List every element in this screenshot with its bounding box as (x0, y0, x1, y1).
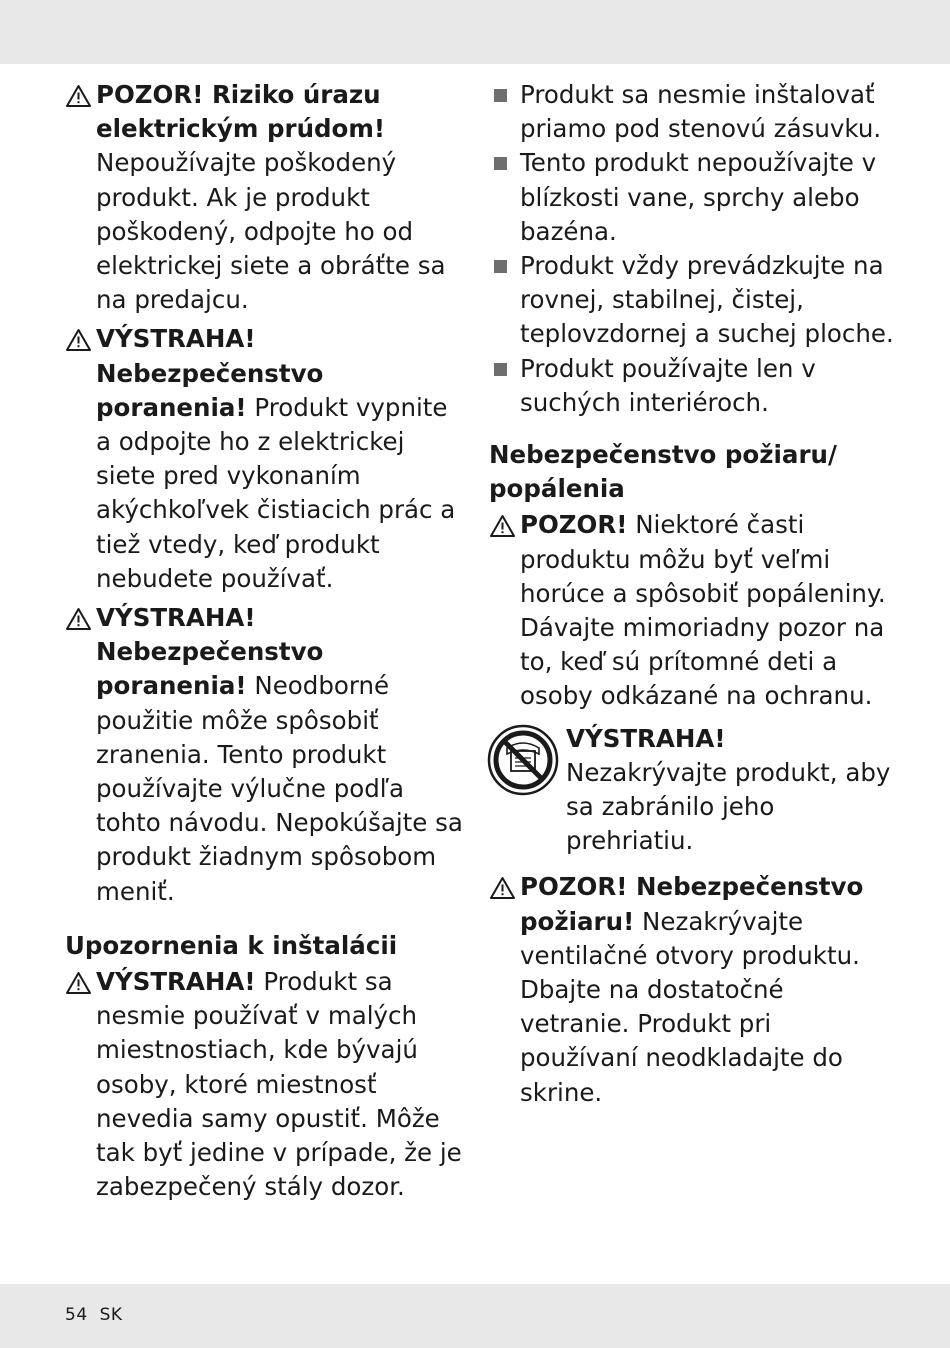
left-column (65, 78, 465, 1210)
page-footer (65, 1305, 135, 1325)
warning-heading: VÝSTRAHA! (566, 723, 726, 753)
warning-text: Produkt vypnite a odpojte ho z elektrickej siete pred vykonaním akýchkoľvek čistiacich prác a tiež vtedy, keď produkt nebudete používať. (96, 392, 456, 593)
list-item: Tento produkt nepoužívajte v blízkosti vane, sprchy alebo bazéna. (489, 146, 894, 249)
list-item: Produkt používajte len v suchých interiéroch. (489, 352, 894, 420)
warning-heading: VÝSTRAHA! Nebezpečenstvo poranenia! (96, 324, 324, 422)
warning-text: Produkt sa nesmie používať v malých miestnostiach, kde bývajú osoby, ktoré miestnosť nevedia samy opustiť. Môže tak byť jedine v prípade, že je zabezpečený stály dozor. (96, 967, 462, 1202)
warning-triangle-icon (65, 84, 92, 108)
page-number: 54 (65, 1305, 88, 1325)
footer-band (0, 1284, 950, 1348)
warning-heading: VÝSTRAHA! (96, 967, 256, 997)
bullet-square-icon (494, 89, 507, 102)
warning-small-rooms (65, 965, 465, 1204)
list-item: Produkt vždy prevádzkujte na rovnej, stabilnej, čistej, teplovzdornej a suchej ploche. (489, 249, 894, 352)
language-code: SK (99, 1305, 123, 1325)
warning-injury-cleaning (65, 322, 465, 596)
warning-heading: POZOR! Nebezpečenstvo požiaru! (520, 872, 864, 936)
warning-text: Niektoré časti produktu môžu byť veľmi horúce a spôsobiť popáleniny. Dávajte mimoriadny pozor na to, keď sú prítomné deti a osoby odkázané na ochranu. (520, 510, 886, 711)
installation-section-title: Upozornenia k inštalácii (65, 930, 398, 960)
warning-heading: POZOR! (520, 510, 628, 540)
bullet-square-icon (494, 260, 507, 273)
list-item: Produkt sa nesmie inštalovať priamo pod stenovú zásuvku. (489, 78, 894, 146)
warning-text: Neodborné použitie môže spôsobiť zranenia. Tento produkt používajte výlučne podľa tohto návodu. Nepokúšajte sa produkt žiadnym spôsobom meniť. (96, 671, 463, 906)
warning-do-not-cover (489, 722, 894, 859)
warning-hot-parts (489, 508, 894, 713)
warning-triangle-icon (489, 876, 516, 900)
header-band (0, 0, 950, 64)
warning-fire-vents (489, 870, 894, 1109)
warning-triangle-icon (65, 971, 92, 995)
bullet-square-icon (494, 157, 507, 170)
bullet-square-icon (494, 363, 507, 376)
warning-electric-shock (65, 78, 465, 317)
warning-injury-misuse (65, 601, 465, 909)
warning-triangle-icon (489, 514, 516, 538)
warning-text: Nezakrývajte produkt, aby sa zabránilo jeho prehriatiu. (566, 757, 891, 856)
right-column (489, 78, 894, 1115)
warning-text: Nepoužívajte poškodený produkt. Ak je produkt poškodený, odpojte ho od elektrickej siete a obráťte sa na predajcu. (96, 148, 446, 315)
warning-triangle-icon (65, 607, 92, 631)
do-not-cover-icon (487, 724, 559, 796)
fire-section-title: Nebezpečenstvo požiaru/ popálenia (489, 440, 837, 504)
warning-triangle-icon (65, 328, 92, 352)
warning-heading: POZOR! Riziko úrazu elektrickým prúdom! (96, 80, 386, 144)
warning-heading: VÝSTRAHA! Nebezpečenstvo poranenia! (96, 603, 324, 701)
warning-text: Nezakrývajte ventilačné otvory produktu. Dbajte na dostatočné vetranie. Produkt pri používaní neodkladajte do skrine. (520, 906, 860, 1107)
